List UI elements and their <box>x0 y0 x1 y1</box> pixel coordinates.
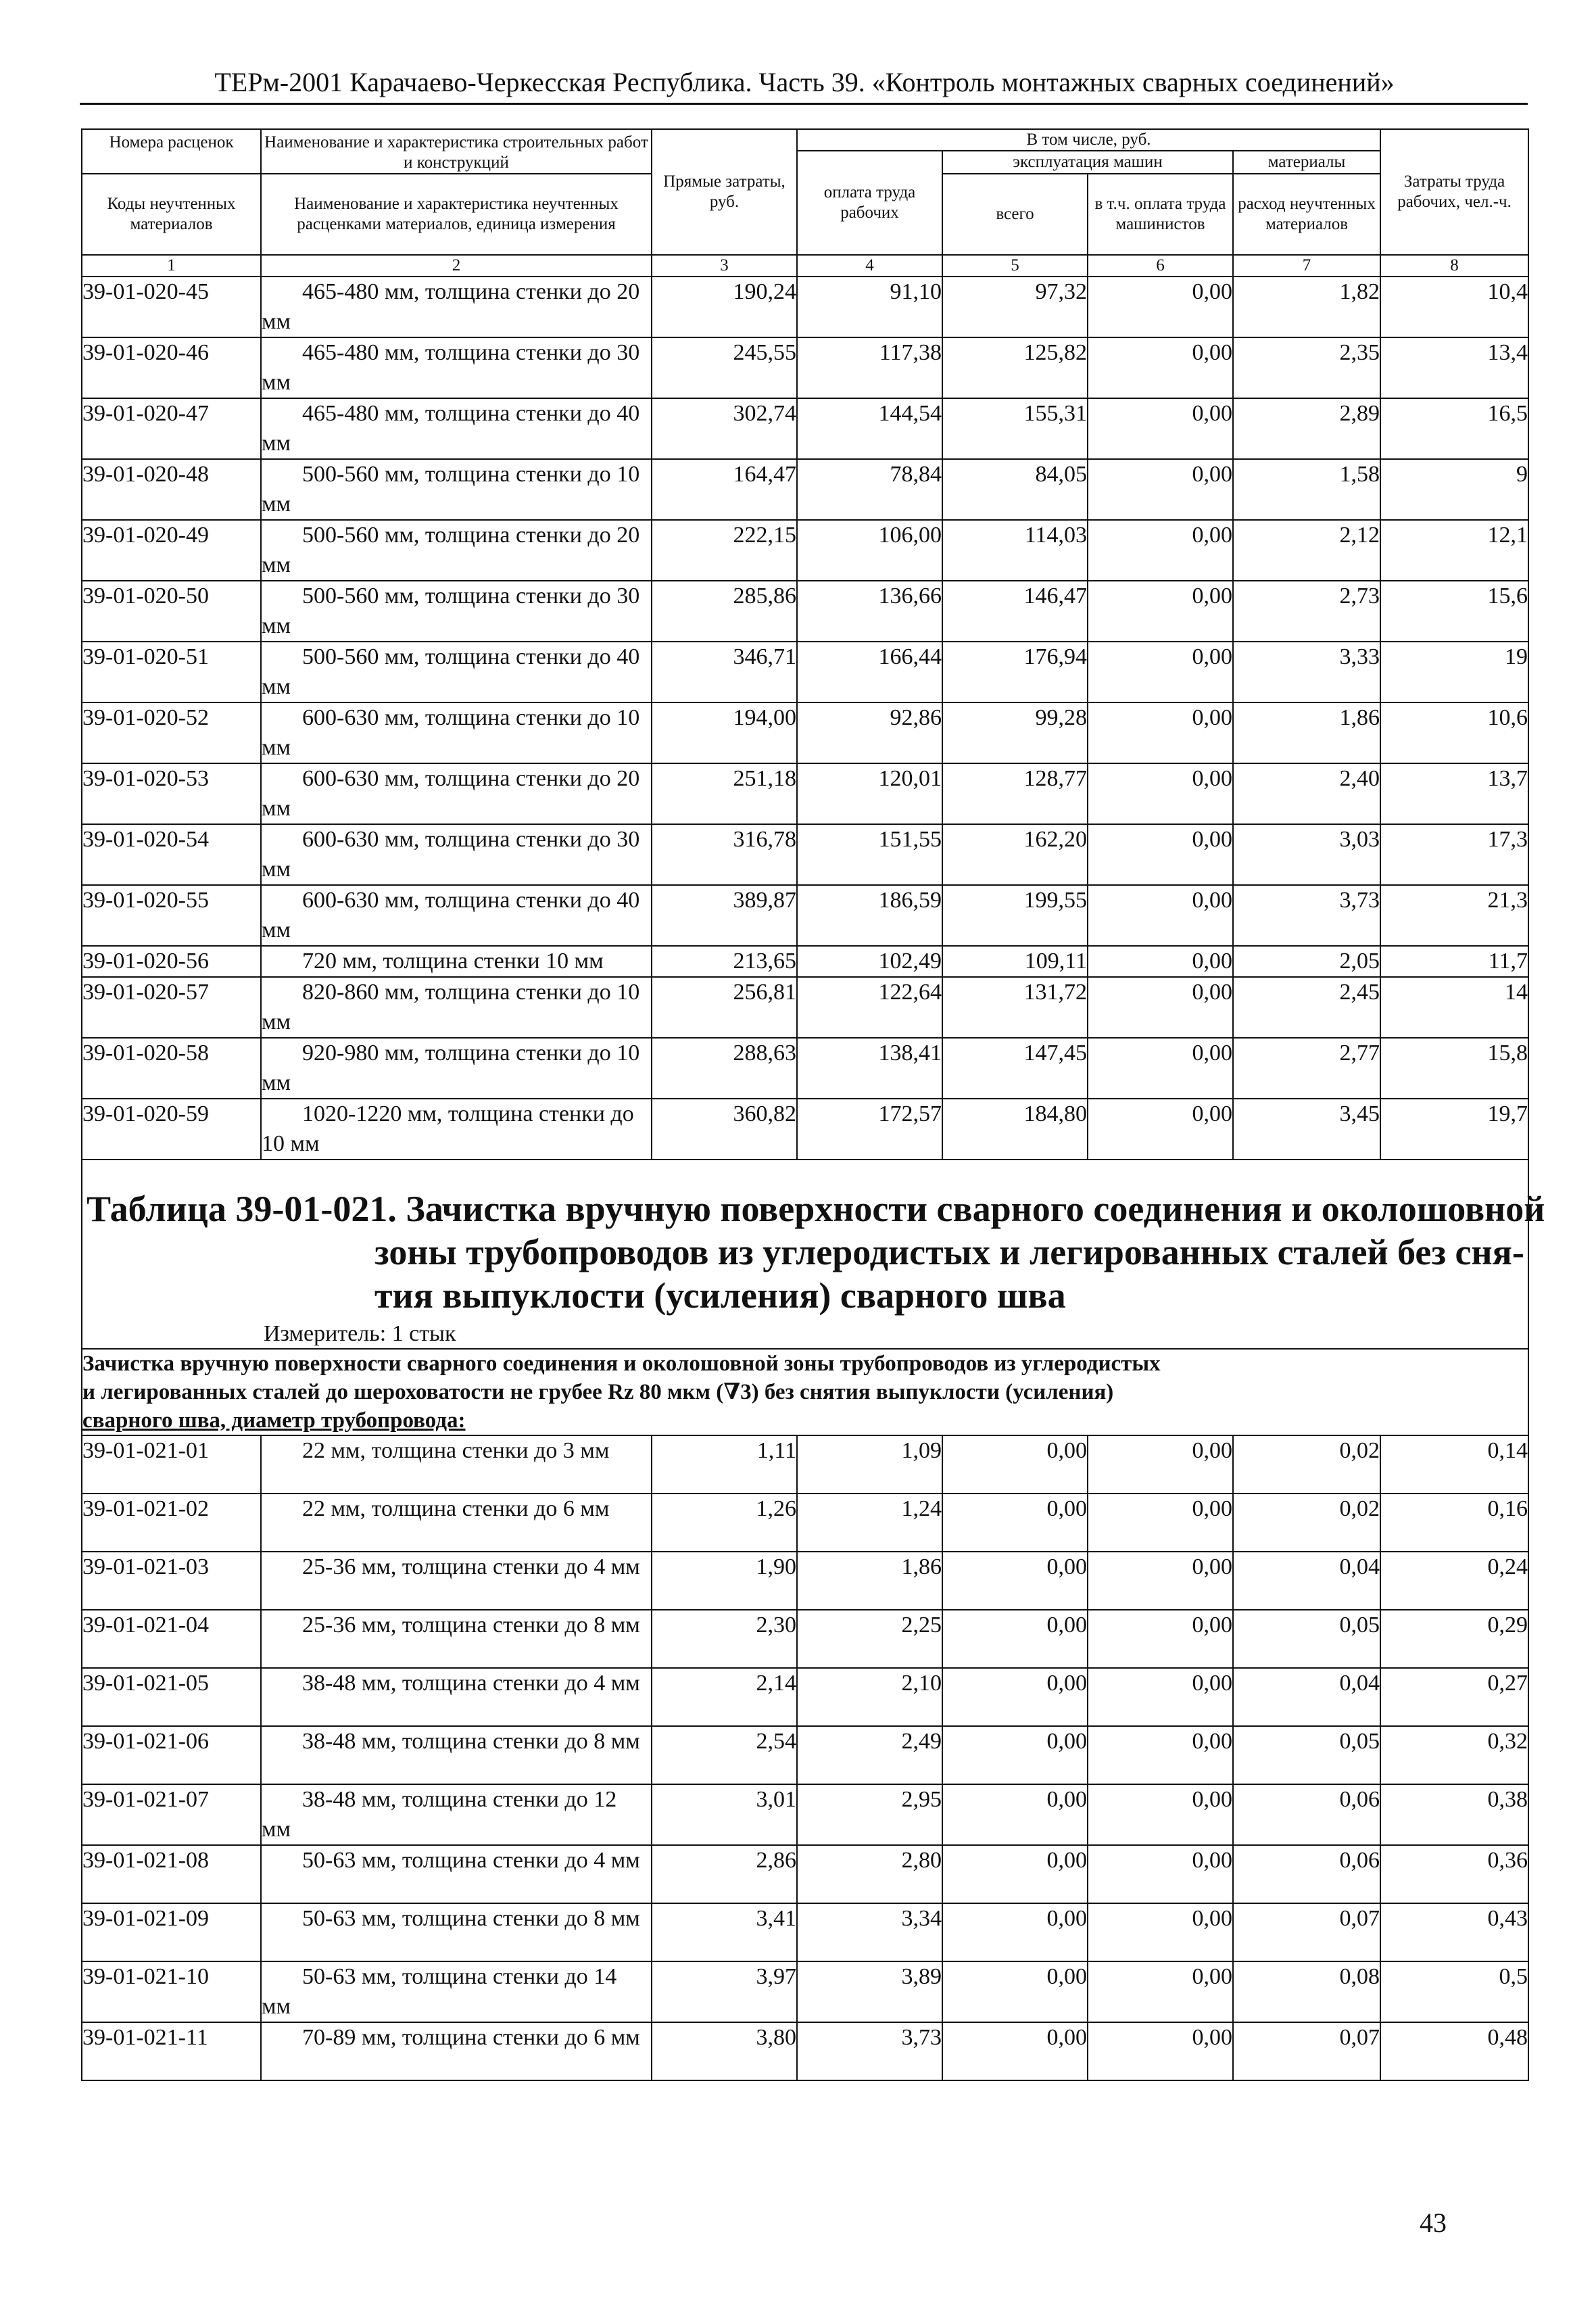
table-row <box>82 702 1528 763</box>
direct-cost: 302,74 <box>652 398 797 459</box>
labor-hours: 14 <box>1380 977 1528 1038</box>
machines-cost: 131,72 <box>942 977 1088 1038</box>
machinist-wages: 0,00 <box>1088 1668 1233 1726</box>
machinist-wages: 0,00 <box>1088 1494 1233 1552</box>
wages-cost: 3,89 <box>797 1961 942 2022</box>
labor-hours: 15,8 <box>1380 1038 1528 1099</box>
work-description: 465-480 мм, толщина стенки до 30 мм <box>261 337 652 398</box>
page-number: 43 <box>1420 2207 1447 2238</box>
table-row <box>82 277 1528 337</box>
header-rule <box>80 103 1528 105</box>
table-body-020 <box>82 277 1528 1160</box>
table-row <box>82 1845 1528 1903</box>
machines-cost: 128,77 <box>942 763 1088 824</box>
wages-cost: 2,95 <box>797 1784 942 1845</box>
materials-cost: 3,45 <box>1233 1099 1380 1160</box>
table-row <box>82 977 1528 1038</box>
rate-code: 39-01-020-46 <box>82 337 261 398</box>
materials-cost: 0,06 <box>1233 1784 1380 1845</box>
materials-cost: 0,05 <box>1233 1726 1380 1784</box>
machinist-wages: 0,00 <box>1088 1903 1233 1961</box>
materials-cost: 0,08 <box>1233 1961 1380 2022</box>
rate-code: 39-01-021-08 <box>82 1845 261 1903</box>
col-header-materials: материалы <box>1233 151 1380 174</box>
rate-code: 39-01-020-59 <box>82 1099 261 1160</box>
direct-cost: 1,90 <box>652 1552 797 1610</box>
direct-cost: 222,15 <box>652 520 797 581</box>
materials-cost: 2,73 <box>1233 581 1380 642</box>
table-row <box>82 1099 1528 1160</box>
wages-cost: 106,00 <box>797 520 942 581</box>
work-description: 50-63 мм, толщина стенки до 4 мм <box>261 1845 652 1903</box>
labor-hours: 15,6 <box>1380 581 1528 642</box>
machinist-wages: 0,00 <box>1088 1435 1233 1494</box>
rate-code: 39-01-021-09 <box>82 1903 261 1961</box>
machinist-wages: 0,00 <box>1088 1038 1233 1099</box>
materials-cost: 0,05 <box>1233 1610 1380 1668</box>
machinist-wages: 0,00 <box>1088 1845 1233 1903</box>
rate-code: 39-01-020-55 <box>82 885 261 946</box>
wages-cost: 166,44 <box>797 642 942 702</box>
work-description: 38-48 мм, толщина стенки до 8 мм <box>261 1726 652 1784</box>
table-row <box>82 824 1528 885</box>
direct-cost: 2,86 <box>652 1845 797 1903</box>
wages-cost: 2,80 <box>797 1845 942 1903</box>
materials-cost: 0,07 <box>1233 1903 1380 1961</box>
direct-cost: 3,80 <box>652 2022 797 2080</box>
col-header-wages: оплата труда рабочих <box>797 151 942 255</box>
labor-hours: 0,14 <box>1380 1435 1528 1494</box>
work-description: 600-630 мм, толщина стенки до 30 мм <box>261 824 652 885</box>
col-number: 8 <box>1380 255 1528 277</box>
materials-cost: 1,82 <box>1233 277 1380 337</box>
rate-code: 39-01-020-47 <box>82 398 261 459</box>
col-header-code-top: Номера расценок <box>82 129 261 174</box>
work-description: 70-89 мм, толщина стенки до 6 мм <box>261 2022 652 2080</box>
machines-cost: 146,47 <box>942 581 1088 642</box>
machines-cost: 0,00 <box>942 1435 1088 1494</box>
col-header-incl: В том числе, руб. <box>797 129 1380 151</box>
direct-cost: 288,63 <box>652 1038 797 1099</box>
materials-cost: 1,86 <box>1233 702 1380 763</box>
machines-cost: 0,00 <box>942 1610 1088 1668</box>
work-description: 600-630 мм, толщина стенки до 40 мм <box>261 885 652 946</box>
machinist-wages: 0,00 <box>1088 642 1233 702</box>
rate-code: 39-01-020-53 <box>82 763 261 824</box>
machinist-wages: 0,00 <box>1088 885 1233 946</box>
rate-code: 39-01-021-01 <box>82 1435 261 1494</box>
running-header: ТЕРм-2001 Карачаево-Черкесская Республика. Часть 39. «Контроль монтажных сварных соединений» <box>214 67 1395 97</box>
machinist-wages: 0,00 <box>1088 459 1233 520</box>
wages-cost: 91,10 <box>797 277 942 337</box>
direct-cost: 1,26 <box>652 1494 797 1552</box>
machines-cost: 0,00 <box>942 1668 1088 1726</box>
col-header-labor: Затраты труда рабочих, чел.-ч. <box>1380 129 1528 255</box>
direct-cost: 3,01 <box>652 1784 797 1845</box>
table-row <box>82 1435 1528 1494</box>
rate-code: 39-01-020-51 <box>82 642 261 702</box>
table-row <box>82 642 1528 702</box>
materials-cost: 0,04 <box>1233 1668 1380 1726</box>
rate-code: 39-01-020-48 <box>82 459 261 520</box>
wages-cost: 2,49 <box>797 1726 942 1784</box>
machinist-wages: 0,00 <box>1088 398 1233 459</box>
materials-cost: 2,89 <box>1233 398 1380 459</box>
table-title-line: тия выпуклости (усиления) сварного шва <box>374 1275 1066 1316</box>
wages-cost: 1,86 <box>797 1552 942 1610</box>
rate-code: 39-01-021-06 <box>82 1726 261 1784</box>
table-intro-line: Зачистка вручную поверхности сварного соединения и околошовной зоны трубопроводов из углеродистых <box>82 1352 1161 1376</box>
labor-hours: 0,27 <box>1380 1668 1528 1726</box>
work-description: 600-630 мм, толщина стенки до 10 мм <box>261 702 652 763</box>
machinist-wages: 0,00 <box>1088 1961 1233 2022</box>
labor-hours: 13,7 <box>1380 763 1528 824</box>
materials-cost: 3,73 <box>1233 885 1380 946</box>
machinist-wages: 0,00 <box>1088 977 1233 1038</box>
work-description: 600-630 мм, толщина стенки до 20 мм <box>261 763 652 824</box>
work-description: 50-63 мм, толщина стенки до 14 мм <box>261 1961 652 2022</box>
direct-cost: 190,24 <box>652 277 797 337</box>
measure-unit: Измеритель: 1 стык <box>264 1321 456 1346</box>
machines-cost: 0,00 <box>942 1552 1088 1610</box>
direct-cost: 164,47 <box>652 459 797 520</box>
machinist-wages: 0,00 <box>1088 277 1233 337</box>
labor-hours: 12,1 <box>1380 520 1528 581</box>
machines-cost: 84,05 <box>942 459 1088 520</box>
work-description: 720 мм, толщина стенки 10 мм <box>261 946 652 977</box>
labor-hours: 19 <box>1380 642 1528 702</box>
col-number: 1 <box>82 255 261 277</box>
rate-code: 39-01-021-10 <box>82 1961 261 2022</box>
machines-cost: 0,00 <box>942 1726 1088 1784</box>
machinist-wages: 0,00 <box>1088 946 1233 977</box>
wages-cost: 78,84 <box>797 459 942 520</box>
wages-cost: 2,10 <box>797 1668 942 1726</box>
machinist-wages: 0,00 <box>1088 1099 1233 1160</box>
wages-cost: 92,86 <box>797 702 942 763</box>
col-header-direct: Прямые затраты, руб. <box>652 129 797 255</box>
table-row <box>82 1726 1528 1784</box>
work-description: 50-63 мм, толщина стенки до 8 мм <box>261 1903 652 1961</box>
wages-cost: 136,66 <box>797 581 942 642</box>
machinist-wages: 0,00 <box>1088 1784 1233 1845</box>
direct-cost: 2,30 <box>652 1610 797 1668</box>
direct-cost: 285,86 <box>652 581 797 642</box>
table-row <box>82 2022 1528 2080</box>
work-description: 25-36 мм, толщина стенки до 4 мм <box>261 1552 652 1610</box>
labor-hours: 0,43 <box>1380 1903 1528 1961</box>
col-number: 5 <box>942 255 1088 277</box>
table-body-021 <box>82 1435 1528 2080</box>
work-description: 920-980 мм, толщина стенки до 10 мм <box>261 1038 652 1099</box>
direct-cost: 1,11 <box>652 1435 797 1494</box>
machinist-wages: 0,00 <box>1088 520 1233 581</box>
machinist-wages: 0,00 <box>1088 1552 1233 1610</box>
machines-cost: 0,00 <box>942 1784 1088 1845</box>
machinist-wages: 0,00 <box>1088 337 1233 398</box>
machines-cost: 0,00 <box>942 1845 1088 1903</box>
machinist-wages: 0,00 <box>1088 1726 1233 1784</box>
materials-cost: 0,04 <box>1233 1552 1380 1610</box>
wages-cost: 3,34 <box>797 1903 942 1961</box>
direct-cost: 3,97 <box>652 1961 797 2022</box>
work-description: 22 мм, толщина стенки до 6 мм <box>261 1494 652 1552</box>
col-number: 3 <box>652 255 797 277</box>
labor-hours: 16,5 <box>1380 398 1528 459</box>
direct-cost: 389,87 <box>652 885 797 946</box>
wages-cost: 3,73 <box>797 2022 942 2080</box>
machines-cost: 0,00 <box>942 1903 1088 1961</box>
wages-cost: 120,01 <box>797 763 942 824</box>
work-description: 500-560 мм, толщина стенки до 40 мм <box>261 642 652 702</box>
materials-cost: 0,07 <box>1233 2022 1380 2080</box>
table-row <box>82 1961 1528 2022</box>
wages-cost: 122,64 <box>797 977 942 1038</box>
materials-cost: 3,03 <box>1233 824 1380 885</box>
table-row <box>82 459 1528 520</box>
work-description: 38-48 мм, толщина стенки до 4 мм <box>261 1668 652 1726</box>
machines-cost: 0,00 <box>942 2022 1088 2080</box>
table-title <box>82 1160 1545 1348</box>
labor-hours: 10,6 <box>1380 702 1528 763</box>
rate-code: 39-01-021-03 <box>82 1552 261 1610</box>
labor-hours: 17,3 <box>1380 824 1528 885</box>
direct-cost: 360,82 <box>652 1099 797 1160</box>
work-description: 1020-1220 мм, толщина стенки до 10 мм <box>261 1099 652 1160</box>
work-description: 38-48 мм, толщина стенки до 12 мм <box>261 1784 652 1845</box>
materials-cost: 2,77 <box>1233 1038 1380 1099</box>
col-number: 7 <box>1233 255 1380 277</box>
table-row <box>82 398 1528 459</box>
table-intro-line: сварного шва, диаметр трубопровода: <box>82 1408 466 1433</box>
rate-code: 39-01-020-57 <box>82 977 261 1038</box>
machines-cost: 0,00 <box>942 1961 1088 2022</box>
table-row <box>82 1668 1528 1726</box>
col-header-materials-sub: расход неучтенных материалов <box>1233 174 1380 255</box>
table-row <box>82 337 1528 398</box>
machines-cost: 176,94 <box>942 642 1088 702</box>
direct-cost: 213,65 <box>652 946 797 977</box>
materials-cost: 0,06 <box>1233 1845 1380 1903</box>
machines-cost: 125,82 <box>942 337 1088 398</box>
materials-cost: 3,33 <box>1233 642 1380 702</box>
labor-hours: 0,16 <box>1380 1494 1528 1552</box>
labor-hours: 0,29 <box>1380 1610 1528 1668</box>
rate-code: 39-01-020-49 <box>82 520 261 581</box>
rate-code: 39-01-020-50 <box>82 581 261 642</box>
direct-cost: 2,54 <box>652 1726 797 1784</box>
table-row <box>82 1903 1528 1961</box>
direct-cost: 316,78 <box>652 824 797 885</box>
table-title-line: зоны трубопроводов из углеродистых и легированных сталей без сня- <box>374 1232 1524 1272</box>
table-row <box>82 1610 1528 1668</box>
labor-hours: 11,7 <box>1380 946 1528 977</box>
labor-hours: 10,4 <box>1380 277 1528 337</box>
machines-cost: 97,32 <box>942 277 1088 337</box>
direct-cost: 2,14 <box>652 1668 797 1726</box>
rate-code: 39-01-021-02 <box>82 1494 261 1552</box>
price-table <box>81 128 1545 2081</box>
work-description: 22 мм, толщина стенки до 3 мм <box>261 1435 652 1494</box>
machines-cost: 199,55 <box>942 885 1088 946</box>
machines-cost: 162,20 <box>942 824 1088 885</box>
table-row <box>82 581 1528 642</box>
materials-cost: 2,35 <box>1233 337 1380 398</box>
wages-cost: 1,09 <box>797 1435 942 1494</box>
rate-code: 39-01-021-11 <box>82 2022 261 2080</box>
work-description: 500-560 мм, толщина стенки до 20 мм <box>261 520 652 581</box>
work-description: 465-480 мм, толщина стенки до 20 мм <box>261 277 652 337</box>
direct-cost: 3,41 <box>652 1903 797 1961</box>
col-number: 2 <box>261 255 652 277</box>
machinist-wages: 0,00 <box>1088 824 1233 885</box>
table-row <box>82 763 1528 824</box>
col-header-total: всего <box>942 174 1088 255</box>
table-row <box>82 520 1528 581</box>
labor-hours: 21,3 <box>1380 885 1528 946</box>
materials-cost: 2,40 <box>1233 763 1380 824</box>
labor-hours: 0,24 <box>1380 1552 1528 1610</box>
machines-cost: 0,00 <box>942 1494 1088 1552</box>
materials-cost: 1,58 <box>1233 459 1380 520</box>
wages-cost: 172,57 <box>797 1099 942 1160</box>
rate-code: 39-01-020-58 <box>82 1038 261 1099</box>
direct-cost: 251,18 <box>652 763 797 824</box>
machinist-wages: 0,00 <box>1088 702 1233 763</box>
materials-cost: 2,12 <box>1233 520 1380 581</box>
machines-cost: 109,11 <box>942 946 1088 977</box>
table-intro <box>82 1349 1528 1435</box>
labor-hours: 9 <box>1380 459 1528 520</box>
work-description: 25-36 мм, толщина стенки до 8 мм <box>261 1610 652 1668</box>
materials-cost: 0,02 <box>1233 1494 1380 1552</box>
labor-hours: 13,4 <box>1380 337 1528 398</box>
rate-code: 39-01-020-52 <box>82 702 261 763</box>
rate-code: 39-01-021-07 <box>82 1784 261 1845</box>
labor-hours: 0,5 <box>1380 1961 1528 2022</box>
machinist-wages: 0,00 <box>1088 2022 1233 2080</box>
machinist-wages: 0,00 <box>1088 763 1233 824</box>
wages-cost: 1,24 <box>797 1494 942 1552</box>
machines-cost: 99,28 <box>942 702 1088 763</box>
work-description: 500-560 мм, толщина стенки до 10 мм <box>261 459 652 520</box>
machines-cost: 184,80 <box>942 1099 1088 1160</box>
work-description: 500-560 мм, толщина стенки до 30 мм <box>261 581 652 642</box>
machines-cost: 114,03 <box>942 520 1088 581</box>
direct-cost: 245,55 <box>652 337 797 398</box>
table-021-heading <box>82 1160 1545 1435</box>
direct-cost: 194,00 <box>652 702 797 763</box>
labor-hours: 0,36 <box>1380 1845 1528 1903</box>
table-title-line: Таблица 39-01-021. Зачистка вручную поверхности сварного соединения и околошовной <box>87 1189 1545 1229</box>
wages-cost: 151,55 <box>797 824 942 885</box>
col-header-name-top: Наименование и характеристика строительных работ и конструкций <box>261 129 652 174</box>
table-intro-line: и легированных сталей до шероховатости не грубее Rz 80 мкм (∇3) без снятия выпуклости (усиления) <box>82 1380 1114 1404</box>
rate-code: 39-01-020-56 <box>82 946 261 977</box>
machinist-wages: 0,00 <box>1088 581 1233 642</box>
table-row <box>82 946 1528 977</box>
direct-cost: 346,71 <box>652 642 797 702</box>
col-number: 6 <box>1088 255 1233 277</box>
labor-hours: 0,38 <box>1380 1784 1528 1845</box>
machines-cost: 155,31 <box>942 398 1088 459</box>
work-description: 465-480 мм, толщина стенки до 40 мм <box>261 398 652 459</box>
wages-cost: 186,59 <box>797 885 942 946</box>
table-row <box>82 1784 1528 1845</box>
rate-code: 39-01-020-45 <box>82 277 261 337</box>
table-row <box>82 1552 1528 1610</box>
rates-grid <box>81 128 1545 2081</box>
work-description: 820-860 мм, толщина стенки до 10 мм <box>261 977 652 1038</box>
machinist-wages: 0,00 <box>1088 1610 1233 1668</box>
wages-cost: 102,49 <box>797 946 942 977</box>
labor-hours: 0,32 <box>1380 1726 1528 1784</box>
materials-cost: 2,45 <box>1233 977 1380 1038</box>
table-row <box>82 1038 1528 1099</box>
col-header-code-bottom: Коды неучтенных материалов <box>82 174 261 255</box>
materials-cost: 2,05 <box>1233 946 1380 977</box>
col-header-machinist-wages: в т.ч. оплата труда машинистов <box>1088 174 1233 255</box>
materials-cost: 0,02 <box>1233 1435 1380 1494</box>
wages-cost: 117,38 <box>797 337 942 398</box>
wages-cost: 2,25 <box>797 1610 942 1668</box>
rate-code: 39-01-020-54 <box>82 824 261 885</box>
rate-code: 39-01-021-05 <box>82 1668 261 1726</box>
wages-cost: 138,41 <box>797 1038 942 1099</box>
machines-cost: 147,45 <box>942 1038 1088 1099</box>
col-header-machines: эксплуатация машин <box>942 151 1233 174</box>
labor-hours: 0,48 <box>1380 2022 1528 2080</box>
col-header-name-bottom: Наименование и характеристика неучтенных расценками материалов, единица измерения <box>261 174 652 255</box>
table-row <box>82 1494 1528 1552</box>
col-number: 4 <box>797 255 942 277</box>
table-row <box>82 885 1528 946</box>
direct-cost: 256,81 <box>652 977 797 1038</box>
wages-cost: 144,54 <box>797 398 942 459</box>
rate-code: 39-01-021-04 <box>82 1610 261 1668</box>
labor-hours: 19,7 <box>1380 1099 1528 1160</box>
